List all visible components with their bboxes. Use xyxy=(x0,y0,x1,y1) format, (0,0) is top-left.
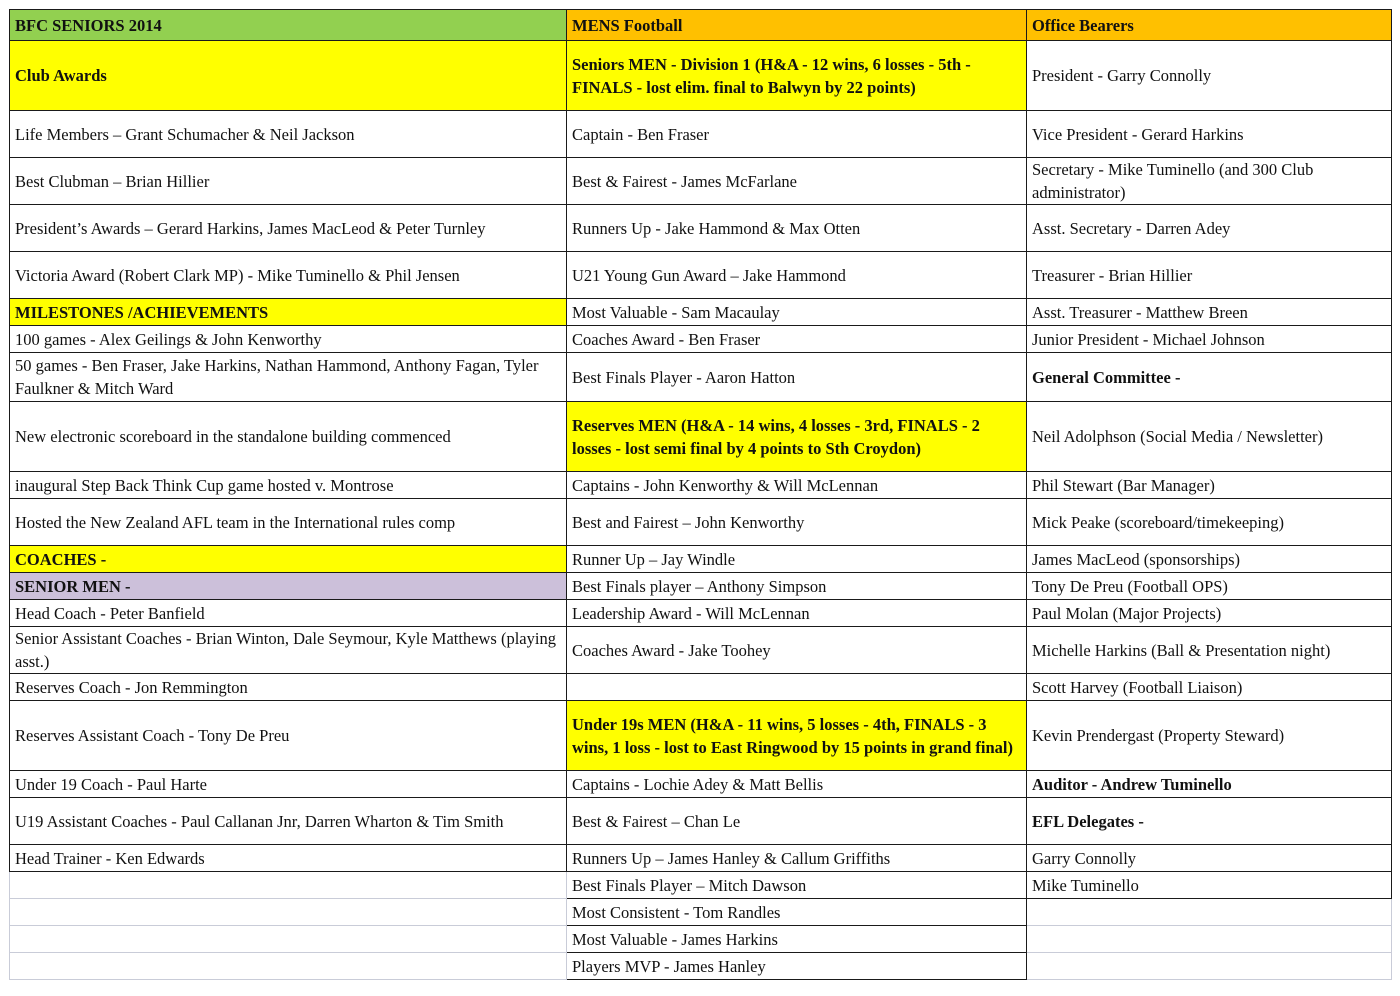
office-bearers-column-cell[interactable]: Treasurer - Brian Hillier xyxy=(1027,252,1392,299)
club-column-cell[interactable]: Head Trainer - Ken Edwards xyxy=(10,845,567,872)
club-column-cell[interactable]: inaugural Step Back Think Cup game hosted v. Montrose xyxy=(10,472,567,499)
office-bearers-column-cell[interactable]: Scott Harvey (Football Liaison) xyxy=(1027,674,1392,701)
table-row xyxy=(10,872,1392,899)
office-bearers-column-cell[interactable]: James MacLeod (sponsorships) xyxy=(1027,546,1392,573)
table-row xyxy=(10,158,1392,205)
club-column-cell[interactable]: Reserves Coach - Jon Remmington xyxy=(10,674,567,701)
club-column-cell[interactable]: SENIOR MEN - xyxy=(10,573,567,600)
club-column-cell[interactable]: Senior Assistant Coaches - Brian Winton, Dale Seymour, Kyle Matthews (playing asst.) xyxy=(10,627,567,674)
table-row xyxy=(10,674,1392,701)
club-column-cell[interactable]: Head Coach - Peter Banfield xyxy=(10,600,567,627)
office-bearers-column-cell[interactable]: General Committee - xyxy=(1027,353,1392,402)
club-column-cell[interactable]: Club Awards xyxy=(10,41,567,111)
table-row xyxy=(10,546,1392,573)
office-bearers-column-cell[interactable]: President - Garry Connolly xyxy=(1027,41,1392,111)
mens-football-column-cell[interactable]: Reserves MEN (H&A - 14 wins, 4 losses - 3rd, FINALS - 2 losses - lost semi final by 4 points to Sth Croydon) xyxy=(567,402,1027,472)
table-row xyxy=(10,252,1392,299)
club-column-cell[interactable] xyxy=(10,899,567,926)
club-column-cell[interactable]: Best Clubman – Brian Hillier xyxy=(10,158,567,205)
mens-football-column-cell[interactable]: Under 19s MEN (H&A - 11 wins, 5 losses - 4th, FINALS - 3 wins, 1 loss - lost to East Ringwood by 15 points in grand final) xyxy=(567,701,1027,771)
mens-football-column-cell[interactable] xyxy=(567,674,1027,701)
table-row xyxy=(10,798,1392,845)
office-bearers-column-cell[interactable]: Secretary - Mike Tuminello (and 300 Club administrator) xyxy=(1027,158,1392,205)
table-row xyxy=(10,845,1392,872)
office-bearers-column-cell[interactable]: Neil Adolphson (Social Media / Newsletter) xyxy=(1027,402,1392,472)
mens-football-column-cell[interactable]: Runners Up – James Hanley & Callum Griffiths xyxy=(567,845,1027,872)
club-column-cell[interactable]: 100 games - Alex Geilings & John Kenworthy xyxy=(10,326,567,353)
table-row xyxy=(10,600,1392,627)
mens-football-column-cell[interactable]: Coaches Award - Jake Toohey xyxy=(567,627,1027,674)
club-column-cell[interactable]: Victoria Award (Robert Clark MP) - Mike Tuminello & Phil Jensen xyxy=(10,252,567,299)
mens-football-column-cell[interactable]: Seniors MEN - Division 1 (H&A - 12 wins, 6 losses - 5th - FINALS - lost elim. final to Balwyn by 22 points) xyxy=(567,41,1027,111)
mens-football-column-cell[interactable]: Most Valuable - Sam Macaulay xyxy=(567,299,1027,326)
table-row xyxy=(10,771,1392,798)
table-row xyxy=(10,499,1392,546)
office-bearers-column-cell[interactable]: Garry Connolly xyxy=(1027,845,1392,872)
table-row xyxy=(10,899,1392,926)
office-bearers-column-cell[interactable] xyxy=(1027,926,1392,953)
table-row xyxy=(10,353,1392,402)
club-column-cell[interactable] xyxy=(10,872,567,899)
office-bearers-column-cell[interactable] xyxy=(1027,899,1392,926)
mens-football-column-cell[interactable]: Most Valuable - James Harkins xyxy=(567,926,1027,953)
column-header[interactable]: Office Bearers xyxy=(1027,10,1392,41)
mens-football-column-cell[interactable]: Runners Up - Jake Hammond & Max Otten xyxy=(567,205,1027,252)
club-column-cell[interactable]: 50 games - Ben Fraser, Jake Harkins, Nathan Hammond, Anthony Fagan, Tyler Faulkner & Mitch Ward xyxy=(10,353,567,402)
mens-football-column-cell[interactable]: Captains - John Kenworthy & Will McLennan xyxy=(567,472,1027,499)
club-column-cell[interactable]: New electronic scoreboard in the standalone building commenced xyxy=(10,402,567,472)
table-row xyxy=(10,926,1392,953)
club-column-cell[interactable]: Under 19 Coach - Paul Harte xyxy=(10,771,567,798)
office-bearers-column-cell[interactable]: Kevin Prendergast (Property Steward) xyxy=(1027,701,1392,771)
club-column-cell[interactable]: Life Members – Grant Schumacher & Neil Jackson xyxy=(10,111,567,158)
club-column-cell[interactable]: MILESTONES /ACHIEVEMENTS xyxy=(10,299,567,326)
table-row xyxy=(10,402,1392,472)
office-bearers-column-cell[interactable]: Tony De Preu (Football OPS) xyxy=(1027,573,1392,600)
table-row xyxy=(10,573,1392,600)
office-bearers-column-cell[interactable]: Auditor - Andrew Tuminello xyxy=(1027,771,1392,798)
mens-football-column-cell[interactable]: Captain - Ben Fraser xyxy=(567,111,1027,158)
table-row xyxy=(10,111,1392,158)
table-row xyxy=(10,953,1392,980)
column-header[interactable]: MENS Football xyxy=(567,10,1027,41)
office-bearers-column-cell[interactable]: Michelle Harkins (Ball & Presentation night) xyxy=(1027,627,1392,674)
mens-football-column-cell[interactable]: Best & Fairest – Chan Le xyxy=(567,798,1027,845)
mens-football-column-cell[interactable]: Coaches Award - Ben Fraser xyxy=(567,326,1027,353)
mens-football-column-cell[interactable]: Best Finals Player - Aaron Hatton xyxy=(567,353,1027,402)
header-row xyxy=(10,10,1392,41)
mens-football-column-cell[interactable]: Captains - Lochie Adey & Matt Bellis xyxy=(567,771,1027,798)
club-column-cell[interactable]: President’s Awards – Gerard Harkins, James MacLeod & Peter Turnley xyxy=(10,205,567,252)
office-bearers-column-cell[interactable]: Junior President - Michael Johnson xyxy=(1027,326,1392,353)
office-bearers-column-cell[interactable]: Phil Stewart (Bar Manager) xyxy=(1027,472,1392,499)
mens-football-column-cell[interactable]: Best and Fairest – John Kenworthy xyxy=(567,499,1027,546)
mens-football-column-cell[interactable]: Most Consistent - Tom Randles xyxy=(567,899,1027,926)
club-column-cell[interactable]: Hosted the New Zealand AFL team in the International rules comp xyxy=(10,499,567,546)
office-bearers-column-cell[interactable]: Mick Peake (scoreboard/timekeeping) xyxy=(1027,499,1392,546)
column-header[interactable]: BFC SENIORS 2014 xyxy=(10,10,567,41)
mens-football-column-cell[interactable]: U21 Young Gun Award – Jake Hammond xyxy=(567,252,1027,299)
office-bearers-column-cell[interactable]: Paul Molan (Major Projects) xyxy=(1027,600,1392,627)
table-row xyxy=(10,326,1392,353)
club-column-cell[interactable]: COACHES - xyxy=(10,546,567,573)
awards-table xyxy=(9,9,1392,980)
table-row xyxy=(10,299,1392,326)
awards-table-body xyxy=(10,10,1392,980)
table-row xyxy=(10,205,1392,252)
office-bearers-column-cell[interactable]: EFL Delegates - xyxy=(1027,798,1392,845)
office-bearers-column-cell[interactable]: Asst. Secretary - Darren Adey xyxy=(1027,205,1392,252)
office-bearers-column-cell[interactable] xyxy=(1027,953,1392,980)
mens-football-column-cell[interactable]: Players MVP - James Hanley xyxy=(567,953,1027,980)
mens-football-column-cell[interactable]: Best Finals Player – Mitch Dawson xyxy=(567,872,1027,899)
office-bearers-column-cell[interactable]: Vice President - Gerard Harkins xyxy=(1027,111,1392,158)
mens-football-column-cell[interactable]: Leadership Award - Will McLennan xyxy=(567,600,1027,627)
club-column-cell[interactable] xyxy=(10,953,567,980)
club-column-cell[interactable] xyxy=(10,926,567,953)
table-row xyxy=(10,41,1392,111)
table-row xyxy=(10,701,1392,771)
mens-football-column-cell[interactable]: Best & Fairest - James McFarlane xyxy=(567,158,1027,205)
mens-football-column-cell[interactable]: Runner Up – Jay Windle xyxy=(567,546,1027,573)
office-bearers-column-cell[interactable]: Mike Tuminello xyxy=(1027,872,1392,899)
table-row xyxy=(10,627,1392,674)
mens-football-column-cell[interactable]: Best Finals player – Anthony Simpson xyxy=(567,573,1027,600)
office-bearers-column-cell[interactable]: Asst. Treasurer - Matthew Breen xyxy=(1027,299,1392,326)
table-row xyxy=(10,472,1392,499)
club-column-cell[interactable]: Reserves Assistant Coach - Tony De Preu xyxy=(10,701,567,771)
club-column-cell[interactable]: U19 Assistant Coaches - Paul Callanan Jnr, Darren Wharton & Tim Smith xyxy=(10,798,567,845)
